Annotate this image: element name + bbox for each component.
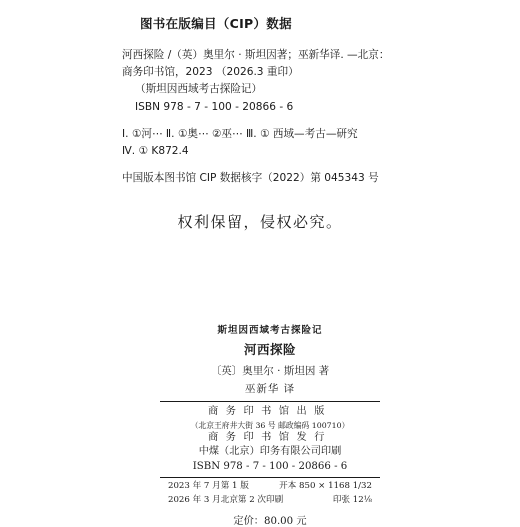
publication-block [160, 402, 380, 477]
cip-record-number: 中国版本图书馆 CIP 数据核字（2022）第 045343 号 [122, 172, 379, 185]
edition-info [160, 480, 380, 507]
cip-line-series: （斯坦因西域考古探险记） [135, 83, 263, 96]
printer-line: 中煤（北京）印务有限公司印刷 [198, 446, 342, 458]
book-title: 河西探险 [243, 342, 296, 357]
cip-line-title: 河西探险 /（英）奥里尔 · 斯坦因著；巫新华译. —北京： [122, 49, 390, 61]
edition-row [160, 494, 380, 508]
cip-record [122, 47, 462, 187]
cip-line-publisher: 商务印书馆，2023 （2026.3 重印） [122, 66, 299, 79]
cip-line-isbn: ISBN 978 - 7 - 100 - 20866 - 6 [135, 100, 294, 113]
book-format: 开本 850 × 1168 1/32 [279, 481, 372, 492]
cip-classification-1: Ⅰ. ①河⋯ Ⅱ. ①奥⋯ ②巫⋯ Ⅲ. ① 西域—考古—研究 [122, 127, 358, 140]
publisher-line: 商务印书馆出版 [208, 406, 332, 417]
cip-spacer [122, 116, 462, 126]
sheet-count: 印张 12⅛ [332, 494, 372, 505]
divider [160, 477, 380, 478]
distributor-line: 商务印书馆发行 [208, 431, 332, 443]
cip-heading: 图书在版编目（CIP）数据 [140, 16, 292, 31]
isbn-line: ISBN 978 - 7 - 100 - 20866 - 6 [192, 460, 348, 472]
first-edition: 2023 年 7 月第 1 版 [168, 481, 249, 492]
price: 定价：80.00 元 [233, 516, 307, 527]
publisher-address: （北京王府井大街 36 号 邮政编码 100710） [190, 420, 350, 430]
author-line: 〔英〕奥里尔 · 斯坦因 著 [210, 365, 330, 377]
colophon [160, 322, 380, 527]
series-title: 斯坦因西域考古探险记 [217, 325, 323, 336]
reprint-info: 2026 年 3 月北京第 2 次印刷 [168, 494, 284, 505]
translator-line: 巫新华 译 [244, 383, 296, 395]
rights-notice: 权利保留，侵权必究。 [177, 213, 343, 231]
cip-spacer [122, 160, 462, 170]
edition-row [160, 480, 380, 494]
cip-classification-2: Ⅳ. ① K872.4 [122, 145, 189, 158]
